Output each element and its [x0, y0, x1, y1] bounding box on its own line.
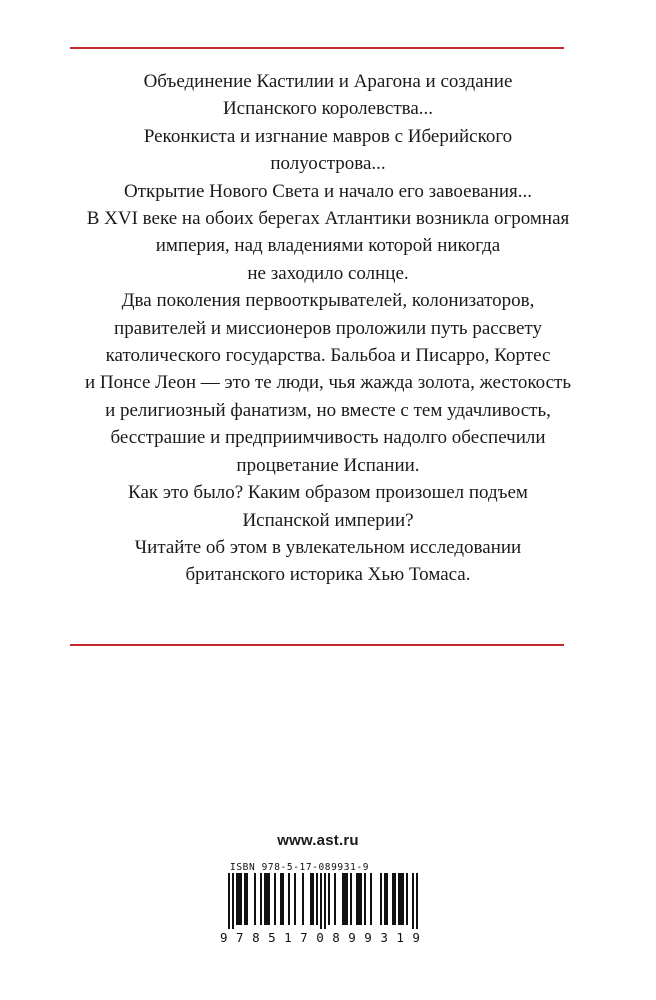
barcode-bar [280, 873, 284, 925]
barcode-bar [350, 873, 352, 925]
barcode-bar [302, 873, 304, 925]
barcode-bar [310, 873, 314, 925]
barcode-digit: 3 [380, 930, 388, 945]
barcode-digits [220, 930, 420, 945]
barcode-digit: 9 [412, 930, 420, 945]
blurb-line: Испанской империи? [242, 509, 414, 531]
blurb-text [40, 68, 616, 589]
blurb-line: Читайте об этом в увлекательном исследовании [134, 536, 522, 558]
blurb-line: империя, над владениями которой никогда [155, 235, 501, 257]
barcode-digit: 9 [220, 930, 228, 945]
top-divider [70, 47, 564, 49]
isbn-barcode [228, 873, 418, 929]
barcode-bar [364, 873, 366, 925]
barcode-bar [232, 873, 234, 929]
barcode-bar [274, 873, 276, 925]
barcode-bar [288, 873, 290, 925]
isbn-label: ISBN 978-5-17-089931-9 [230, 862, 370, 873]
barcode-bar [334, 873, 336, 925]
barcode-bar [264, 873, 270, 925]
barcode-digit: 8 [332, 930, 340, 945]
blurb-line: Как это было? Каким образом произошел подъем [128, 482, 528, 504]
blurb-line: и Понсе Леон — это те люди, чья жажда золота, жестокость [84, 372, 571, 394]
barcode-bar [370, 873, 372, 925]
barcode-bar [316, 873, 318, 925]
publisher-website[interactable]: www.ast.ru [277, 832, 359, 849]
barcode-digit: 7 [236, 930, 244, 945]
barcode-digit: 5 [268, 930, 276, 945]
barcode-digit: 1 [284, 930, 292, 945]
barcode-bar [328, 873, 330, 925]
barcode-bar [324, 873, 326, 929]
blurb-line: британского историка Хью Томаса. [185, 564, 471, 586]
blurb-line: Испанского королевства... [222, 98, 434, 120]
barcode-bar [244, 873, 248, 925]
barcode-bar [398, 873, 404, 925]
blurb-line: полуострова... [270, 153, 386, 175]
barcode-bar [320, 873, 322, 929]
blurb-line: Два поколения первооткрывателей, колонизаторов, [121, 290, 535, 312]
barcode-bar [228, 873, 230, 929]
barcode-bar [260, 873, 262, 925]
blurb-line: католического государства. Бальбоа и Писарро, Кортес [105, 345, 551, 367]
blurb-line: и религиозный фанатизм, но вместе с тем удачливость, [105, 399, 551, 421]
barcode-bar [380, 873, 382, 925]
barcode-digit: 7 [300, 930, 308, 945]
barcode-digit: 9 [364, 930, 372, 945]
barcode-digit: 0 [316, 930, 324, 945]
barcode-bar [294, 873, 296, 925]
blurb-line: Объединение Кастилии и Арагона и создание [143, 71, 513, 92]
barcode-bar [416, 873, 418, 929]
blurb-line: правителей и миссионеров проложили путь рассвету [114, 317, 542, 339]
barcode-bar [392, 873, 396, 925]
barcode-digit: 8 [252, 930, 260, 945]
blurb-line: не заходило солнце. [247, 262, 409, 284]
blurb-line: процветание Испании. [236, 454, 420, 476]
barcode-bar [384, 873, 388, 925]
barcode-bar [356, 873, 362, 925]
barcode-digit: 1 [396, 930, 404, 945]
blurb-line: В XVI веке на обоих берегах Атлантики возникла огромная [86, 208, 570, 230]
barcode-digit: 9 [348, 930, 356, 945]
barcode-bar [254, 873, 256, 925]
blurb-line: Открытие Нового Света и начало его завоевания... [123, 180, 533, 202]
barcode-bar [236, 873, 242, 925]
blurb-line: бесстрашие и предприимчивость надолго обеспечили [110, 427, 546, 449]
barcode-bar [412, 873, 414, 929]
blurb-line: Реконкиста и изгнание мавров с Иберийского [143, 125, 513, 147]
bottom-divider [70, 644, 564, 646]
barcode-bar [342, 873, 348, 925]
barcode-bar [406, 873, 408, 925]
